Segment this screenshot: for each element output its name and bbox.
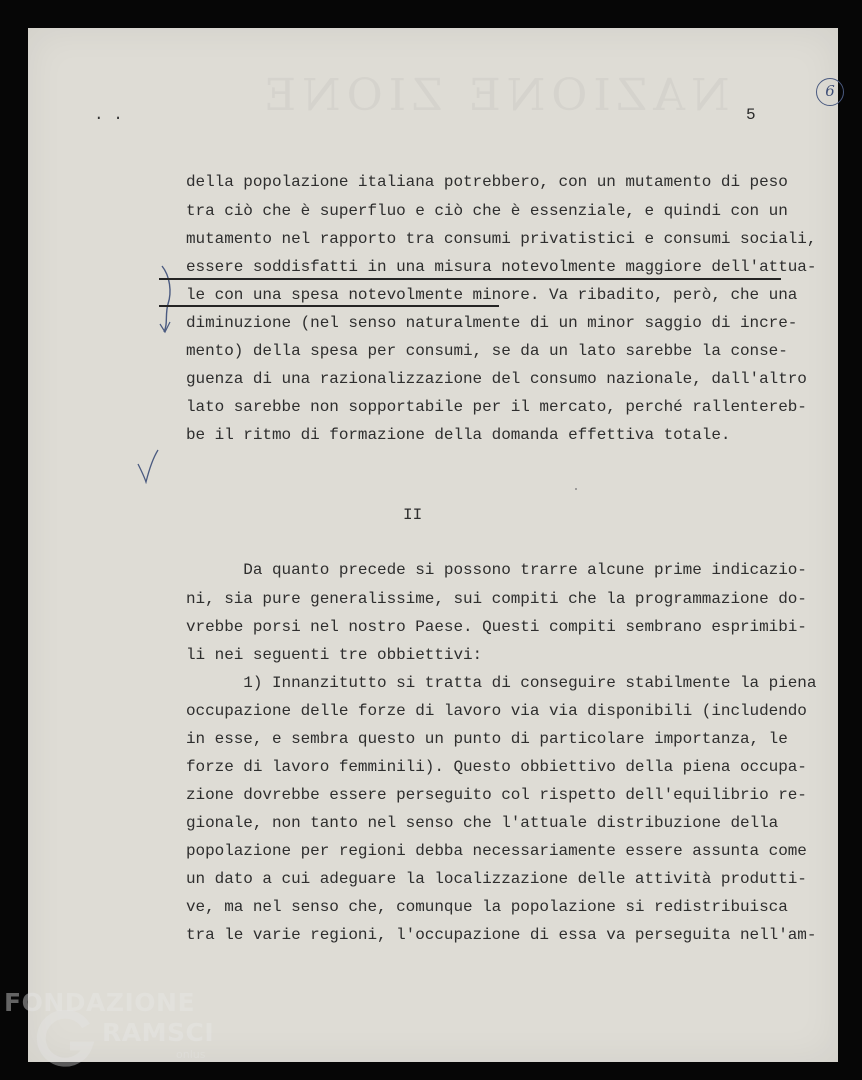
text-line: forze di lavoro femminili). Questo obbiettivo della piena occupa- xyxy=(186,758,807,776)
page-number: 5 xyxy=(746,106,756,124)
text-line: le con una spesa notevolmente minore. Va ribadito, però, che una xyxy=(186,286,798,304)
text-line: lato sarebbe non sopportabile per il mercato, perché rallentereb- xyxy=(186,398,807,416)
fondazione-gramsci-logo xyxy=(4,988,224,1078)
text-line: mento) della spesa per consumi, se da un lato sarebbe la conse- xyxy=(186,342,788,360)
logo-text-top: FONDAZIONE xyxy=(4,988,196,1017)
logo-text-bottom: RAMSCI xyxy=(102,1018,215,1047)
check-mark-annotation xyxy=(136,448,160,484)
text-line: ni, sia pure generalissime, sui compiti che la programmazione do- xyxy=(186,590,807,608)
text-line: diminuzione (nel senso naturalmente di un minor saggio di incre- xyxy=(186,314,798,332)
text-line: guenza di una razionalizzazione del consumo nazionale, dall'altro xyxy=(186,370,807,388)
logo-g-icon xyxy=(36,1010,96,1070)
text-line: 1) Innanzitutto si tratta di conseguire stabilmente la piena xyxy=(186,674,817,692)
text-line: be il ritmo di formazione della domanda effettiva totale. xyxy=(186,426,731,444)
circled-page-annotation: 6 xyxy=(816,78,844,106)
text-line: essere soddisfatti in una misura notevolmente maggiore dell'attua- xyxy=(186,258,817,276)
text-line: mutamento nel rapporto tra consumi privatistici e consumi sociali, xyxy=(186,230,817,248)
text-line: un dato a cui adeguare la localizzazione delle attività produtti- xyxy=(186,870,807,888)
text-line: in esse, e sembra questo un punto di particolare importanza, le xyxy=(186,730,788,748)
text-line: vrebbe porsi nel nostro Paese. Questi compiti sembrano esprimibi- xyxy=(186,618,807,636)
corner-dots: . . xyxy=(94,106,123,124)
paper-speck xyxy=(575,488,577,490)
text-line: ve, ma nel senso che, comunque la popolazione si redistribuisca xyxy=(186,898,788,916)
document-page xyxy=(28,28,838,1062)
bleed-through-text: NAZIONE ZIONE xyxy=(258,70,730,121)
text-line: tra ciò che è superfluo e ciò che è essenziale, e quindi con un xyxy=(186,202,788,220)
text-line: occupazione delle forze di lavoro via via disponibili (includendo xyxy=(186,702,807,720)
underline-mark xyxy=(159,278,781,280)
text-line: popolazione per regioni debba necessariamente essere assunta come xyxy=(186,842,807,860)
text-line: della popolazione italiana potrebbero, con un mutamento di peso xyxy=(186,173,788,191)
section-heading: II xyxy=(403,506,423,524)
text-line: tra le varie regioni, l'occupazione di essa va perseguita nell'am- xyxy=(186,926,817,944)
text-line: gionale, non tanto nel senso che l'attuale distribuzione della xyxy=(186,814,779,832)
text-line: zione dovrebbe essere perseguito col rispetto dell'equilibrio re- xyxy=(186,786,807,804)
text-line: li nei seguenti tre obbiettivi: xyxy=(186,646,483,664)
text-line: Da quanto precede si possono trarre alcune prime indicazio- xyxy=(186,561,807,579)
margin-bracket-mark xyxy=(156,264,184,334)
logo-subtitle: onlus xyxy=(176,1048,206,1061)
underline-mark xyxy=(159,305,499,307)
